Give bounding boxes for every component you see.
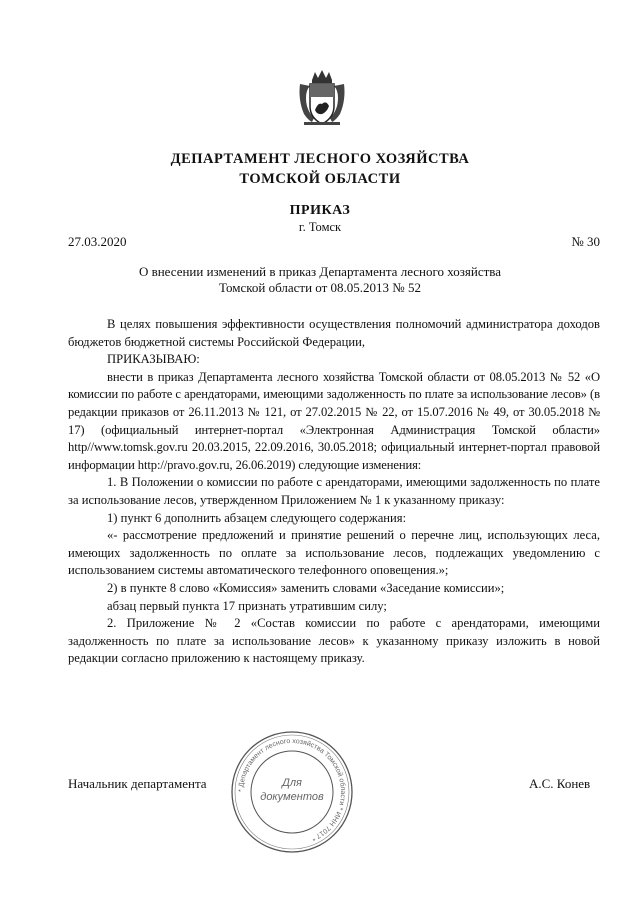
stamp-center-line-1: Для bbox=[282, 777, 302, 789]
subject-line-1: О внесении изменений в приказ Департамента лесного хозяйства bbox=[138, 264, 502, 279]
order-title: ПРИКАЗ bbox=[289, 203, 351, 218]
order-subject bbox=[100, 264, 540, 296]
paragraph-amend-intro: внести в приказ Департамента лесного хозяйства Томской области от 08.05.2013 № 52 «О комиссии по работе с арендаторами, имеющими задолженность по плате за использование лесов» (в редакции приказов от 26.11.2013 № 121, от 27.02.2015 № 22, от 15.07.2016 № 49, от 30.05.2018 № 17) (официальный интернет-портал «Электронная Администрация Томской области» http//www.tomsk.gov.ru 20.03.2015, 22.09.2016, 30.05.2018; официальный интернет-портал правовой информации http://pravo.gov.ru, 26.06.2019) следующие изменения: bbox=[68, 369, 600, 472]
paragraph-quote: «- рассмотрение предложений и принятие решений о перечне лиц, использующих леса, имеющих задолженность по оплате за использование лесов, подлежащих уведомлению с использованием системы автоматического телефонного оповещения.»; bbox=[68, 528, 600, 578]
order-date: 27.03.2020 bbox=[68, 234, 127, 249]
stamp-center-line-2: документов bbox=[260, 791, 324, 803]
department-line-2: ТОМСКОЙ ОБЛАСТИ bbox=[239, 171, 401, 187]
svg-text:* Департамент лесного хозяйств bbox=[238, 738, 347, 842]
coat-of-arms-icon bbox=[298, 70, 346, 126]
stamp-ring-text: * Департамент лесного хозяйства Томской области * ИНН 7017 * bbox=[237, 737, 347, 842]
paragraph-item-1: 1. В Положении о комиссии по работе с арендаторами, имеющими задолженность по плате за использование лесов, утвержденном Приложением № 1 к указанному приказу: bbox=[68, 475, 600, 507]
signer-title: Начальник департамента bbox=[68, 776, 207, 791]
paragraph-order-word: ПРИКАЗЫВАЮ: bbox=[107, 352, 200, 367]
paragraph-item-2: 2. Приложение № 2 «Состав комиссии по работе с арендаторами, имеющими задолженность по плате за использование лесов» к указанному приказу изложить в новой редакции согласно приложению к настоящему приказу. bbox=[68, 616, 600, 666]
paragraph-subitem-2: 2) в пункте 8 слово «Комиссия» заменить словами «Заседание комиссии»; bbox=[107, 580, 505, 595]
paragraph-subitem-1: 1) пункт 6 дополнить абзацем следующего содержания: bbox=[107, 510, 407, 525]
paragraph-subitem-3: абзац первый пункта 17 признать утратившим силу; bbox=[107, 598, 387, 613]
department-line-1: ДЕПАРТАМЕНТ ЛЕСНОГО ХОЗЯЙСТВА bbox=[170, 151, 470, 167]
signer-name: А.С. Конев bbox=[529, 776, 591, 791]
department-name bbox=[0, 149, 640, 189]
seal-stamp bbox=[228, 728, 356, 856]
subject-line-2: Томской области от 08.05.2013 № 52 bbox=[219, 280, 421, 295]
order-body bbox=[68, 316, 600, 668]
paragraph-preamble: В целях повышения эффективности осуществления полномочий администратора доходов бюджетов бюджетной системы Российской Федерации, bbox=[68, 317, 600, 349]
order-number: № 30 bbox=[571, 234, 600, 249]
city: г. Томск bbox=[298, 220, 342, 234]
